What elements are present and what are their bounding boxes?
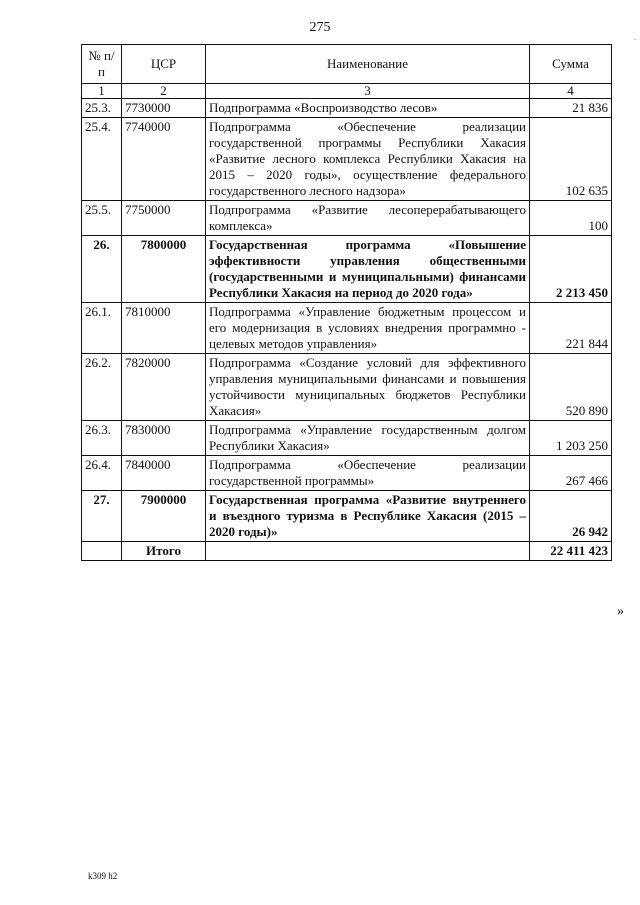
table-row: [82, 236, 612, 303]
row-code: 7730000: [122, 99, 206, 118]
table-row: [82, 354, 612, 421]
row-number: 25.3.: [82, 99, 122, 118]
row-code: 7810000: [122, 303, 206, 354]
row-name: Подпрограмма «Создание условий для эффективного управления муниципальными финансами и повышения устойчивости муниципальных бюджетов Республики Хакасия»: [206, 354, 530, 421]
table-row: [82, 491, 612, 542]
table-row: [82, 303, 612, 354]
budget-table: [81, 44, 612, 561]
row-code: 7750000: [122, 201, 206, 236]
row-number: 26.1.: [82, 303, 122, 354]
row-sum: 221 844: [530, 303, 612, 354]
row-number: 26.: [82, 236, 122, 303]
row-code: 7900000: [122, 491, 206, 542]
header-code: ЦСР: [122, 45, 206, 84]
column-index: 2: [122, 84, 206, 99]
total-empty-cell: [206, 542, 530, 561]
row-number: 26.3.: [82, 421, 122, 456]
row-code: 7830000: [122, 421, 206, 456]
row-name: Подпрограмма «Управление бюджетным процессом и его модернизация в условиях внедрения программно - целевых методов управления»: [206, 303, 530, 354]
total-sum: 22 411 423: [530, 542, 612, 561]
closing-quote: »: [617, 604, 624, 619]
table-row: [82, 118, 612, 201]
row-number: 27.: [82, 491, 122, 542]
row-name: Подпрограмма «Воспроизводство лесов»: [206, 99, 530, 118]
table-header-row: [82, 45, 612, 84]
column-index: 4: [530, 84, 612, 99]
row-number: 26.2.: [82, 354, 122, 421]
row-sum: 1 203 250: [530, 421, 612, 456]
table-body: [82, 99, 612, 542]
row-code: 7800000: [122, 236, 206, 303]
table-row: [82, 201, 612, 236]
row-name: Подпрограмма «Развитие лесоперерабатывающего комплекса»: [206, 201, 530, 236]
header-name: Наименование: [206, 45, 530, 84]
row-sum: 102 635: [530, 118, 612, 201]
margin-mark: ·: [630, 38, 640, 41]
row-number: 25.4.: [82, 118, 122, 201]
table-row: [82, 456, 612, 491]
row-sum: 267 466: [530, 456, 612, 491]
total-label: Итого: [122, 542, 206, 561]
row-name: Подпрограмма «Управление государственным долгом Республики Хакасия»: [206, 421, 530, 456]
row-sum: 26 942: [530, 491, 612, 542]
row-name: Подпрограмма «Обеспечение реализации государственной программы»: [206, 456, 530, 491]
row-code: 7820000: [122, 354, 206, 421]
row-sum: 21 836: [530, 99, 612, 118]
row-sum: 2 213 450: [530, 236, 612, 303]
column-index: 1: [82, 84, 122, 99]
row-sum: 520 890: [530, 354, 612, 421]
column-index: 3: [206, 84, 530, 99]
row-number: 26.4.: [82, 456, 122, 491]
total-empty-cell: [82, 542, 122, 561]
total-row: [82, 542, 612, 561]
footer-code: k309 h2: [88, 871, 118, 881]
row-name: Государственная программа «Развитие внутреннего и въездного туризма в Республике Хакасия (2015 – 2020 годы)»: [206, 491, 530, 542]
header-sum: Сумма: [530, 45, 612, 84]
row-code: 7840000: [122, 456, 206, 491]
column-index-row: [82, 84, 612, 99]
row-code: 7740000: [122, 118, 206, 201]
row-name: Подпрограмма «Обеспечение реализации государственной программы Республики Хакасия «Развитие лесного комплекса Республики Хакасия на 2015 – 2020 годы», осуществление федерального государственного лесного надзора»: [206, 118, 530, 201]
header-num: № п/п: [82, 45, 122, 84]
row-number: 25.5.: [82, 201, 122, 236]
row-sum: 100: [530, 201, 612, 236]
table-row: [82, 99, 612, 118]
table-row: [82, 421, 612, 456]
page-number: 275: [309, 20, 331, 35]
row-name: Государственная программа «Повышение эффективности управления общественными (государственными и муниципальными) финансами Республики Хакасия на период до 2020 года»: [206, 236, 530, 303]
